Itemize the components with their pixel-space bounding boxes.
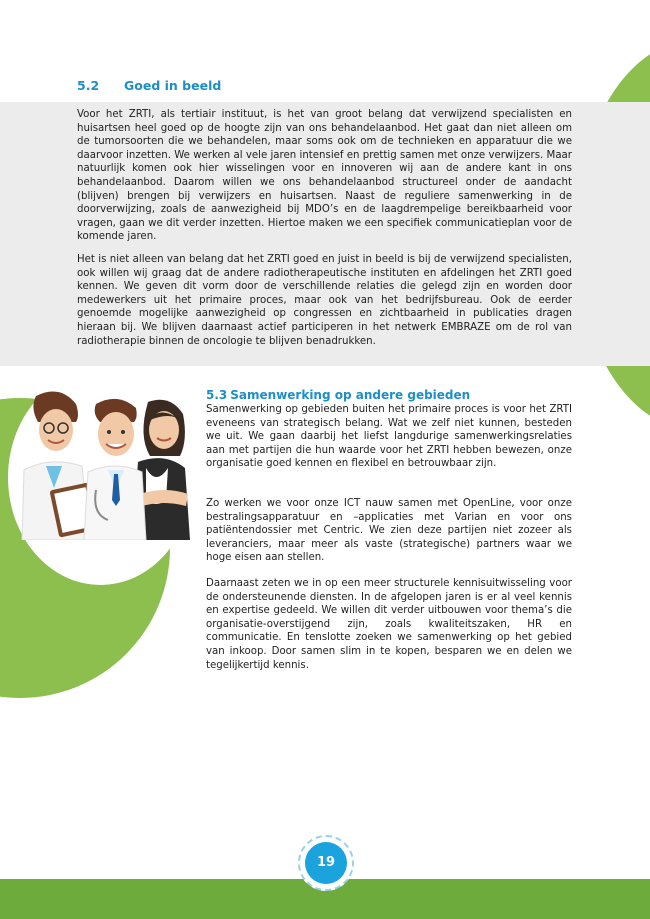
section-53-number: 5.3 <box>206 388 228 402</box>
section-53-heading <box>206 388 470 402</box>
section-52-number: 5.2 <box>77 78 100 93</box>
medical-team-illustration <box>20 390 195 540</box>
section-52-paragraph-2: Het is niet alleen van belang dat het ZRTI goed en juist in beeld is bij de verwijzend specialisten, ook willen wij graag dat de andere radiotherapeutische instituten en afdelingen het ZRTI goed kennen. We geven dit vorm door de verschillende relaties die gelegd zijn en worden door medewerkers uit het primaire proces, maar ook van het bedrijfsbureau. Ook de eerder genoemde mogelijke aanwezigheid op congressen en zichtbaarheid in publicaties dragen hieraan bij. We blijven daarnaast actief participeren in het netwerk EMBRAZE om de rol van radiotherapie binnen de oncologie te blijven benadrukken. <box>77 254 572 347</box>
section-52-paragraph-1: Voor het ZRTI, als tertiair instituut, is het van groot belang dat verwijzend specialisten en huisartsen heel goed op de hoogte zijn van ons behandelaanbod. Het gaat dan niet alleen om de tumorsoorten die we behandelen, maar soms ook om de technieken en apparatuur die we daarvoor inzetten. We werken al vele jaren intensief en prettig samen met onze verwijzers. Maar natuurlijk komen ook hier wisselingen voor en innoveren wij aan de andere kant in ons behandelaanbod. Daarom willen we ons behandelaanbod structureel onder de aandacht (blijven) brengen bij verwijzers en huisartsen. Naast de reguliere samenwerking in de doorverwijzing, zoals de aanwezigheid bij MDO’s en de laagdrempelige bereikbaarheid voor vragen, gaan we dit verder inzetten. Hiertoe maken we een specifiek communicatieplan voor de komende jaren. <box>77 109 572 243</box>
doctor-center-figure <box>84 399 146 540</box>
page-number: 19 <box>305 842 347 884</box>
section-52-heading <box>77 78 221 93</box>
section-52-title: Goed in beeld <box>124 78 222 93</box>
section-53-title: Samenwerking op andere gebieden <box>230 388 471 402</box>
section-53-paragraph-3: Daarnaast zeten we in op een meer structurele kennisuitwisseling voor de ondersteunende diensten. In de afgelopen jaren is er al veel kennis en expertise gedeeld. We willen dit verder uitbouwen voor thema’s die organisatie-overstijgend zijn, zoals kwaliteitszaken, HR en communicatie. En tenslotte zoeken we samenwerking op het gebied van inkoop. Door samen slim in te kopen, besparen we en delen we tegelijkertijd kennis. <box>206 578 572 671</box>
section-53-paragraph-2: Zo werken we voor onze ICT nauw samen met OpenLine, voor onze bestralingsapparatuur en –applicaties met Varian en voor ons patiëntendossier met Centric. We zien deze partijen niet zozeer als leveranciers, maar meer als vaste (strategische) partners waar we hoge eisen aan stellen. <box>206 498 572 564</box>
section-53-paragraph-1: Samenwerking op gebieden buiten het primaire proces is voor het ZRTI eveneens van strategisch belang. Wat we zelf niet kunnen, besteden we uit. We gaan daarbij het liefst langdurige samenwerkingsrelaties aan met partijen die hun waarde voor het ZRTI hebben bewezen, onze organisatie goed kennen en flexibel en betrouwbaar zijn. <box>206 404 572 470</box>
